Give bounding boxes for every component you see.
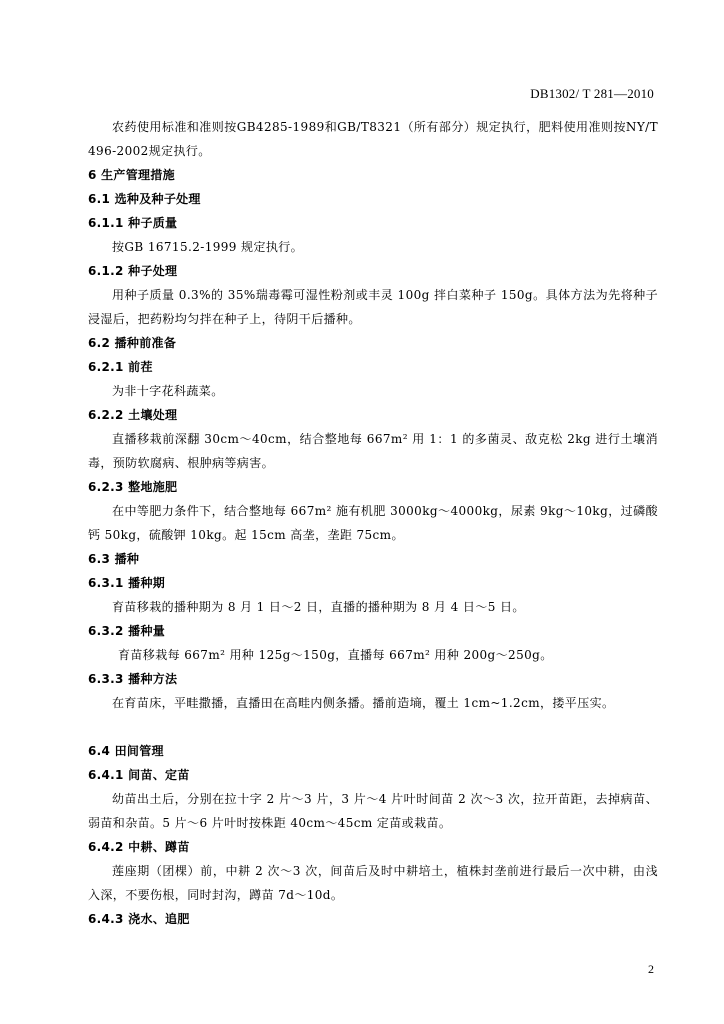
section-heading: 6.3.2 播种量 — [88, 624, 166, 638]
document-code: DB1302/ T 281—2010 — [530, 86, 654, 101]
body-paragraph: 按GB 16715.2-1999 规定执行。 — [112, 240, 304, 254]
body-paragraph: 用种子质量 0.3%的 35%瑞毒霉可湿性粉剂或丰灵 100g 拌白菜种子 150g。具体方法为先将种子浸湿后，把药粉均匀拌在种子上，待阴干后播种。 — [88, 288, 658, 326]
document-body — [88, 115, 658, 931]
section-heading: 6.4.3 浇水、追肥 — [88, 912, 190, 926]
body-paragraph: 莲座期（团棵）前，中耕 2 次～3 次，间苗后及时中耕培土，植株封垄前进行最后一次中耕，由浅入深，不要伤根，同时封沟，蹲苗 7d～10d。 — [88, 864, 658, 902]
body-paragraph: 为非十字花科蔬菜。 — [112, 384, 224, 398]
section-heading: 6.2.3 整地施肥 — [88, 480, 178, 494]
body-paragraph: 在育苗床，平畦撒播，直播田在高畦内侧条播。播前造墒，覆土 1cm~1.2cm，搂平压实。 — [112, 696, 615, 710]
body-paragraph: 农药使用标准和准则按GB4285-1989和GB/T8321（所有部分）规定执行，肥料使用准则按NY/T 496-2002规定执行。 — [88, 120, 658, 158]
section-heading: 6.1.1 种子质量 — [88, 216, 178, 230]
body-paragraph: 幼苗出土后，分别在拉十字 2 片～3 片，3 片～4 片叶时间苗 2 次～3 次，拉开苗距，去掉病苗、弱苗和杂苗。5 片～6 片叶时按株距 40cm～45cm 定苗或栽苗。 — [88, 792, 658, 830]
section-heading: 6.1.2 种子处理 — [88, 264, 178, 278]
section-heading: 6.3.1 播种期 — [88, 576, 166, 590]
section-heading: 6 生产管理措施 — [88, 168, 175, 182]
section-heading: 6.2 播种前准备 — [88, 336, 177, 350]
body-paragraph: 育苗移栽每 667m² 用种 125g～150g，直播每 667m² 用种 200g～250g。 — [118, 648, 553, 662]
section-heading: 6.1 选种及种子处理 — [88, 192, 201, 206]
section-heading: 6.3.3 播种方法 — [88, 672, 178, 686]
body-paragraph: 直播移栽前深翻 30cm～40cm，结合整地每 667m² 用 1：1 的多菌灵、敌克松 2kg 进行土壤消毒，预防软腐病、根肿病等病害。 — [88, 432, 658, 470]
body-paragraph: 在中等肥力条件下，结合整地每 667m² 施有机肥 3000kg～4000kg，尿素 9kg～10kg，过磷酸钙 50kg，硫酸钾 10kg。起 15cm 高垄，垄距 75cm。 — [88, 504, 658, 542]
section-heading: 6.4.1 间苗、定苗 — [88, 768, 190, 782]
section-heading: 6.2.2 土壤处理 — [88, 408, 178, 422]
body-paragraph: 育苗移栽的播种期为 8 月 1 日～2 日，直播的播种期为 8 月 4 日～5 日。 — [112, 600, 525, 614]
section-heading: 6.2.1 前茬 — [88, 360, 153, 374]
section-heading: 6.4 田间管理 — [88, 744, 164, 758]
section-heading: 6.3 播种 — [88, 552, 140, 566]
section-gap — [88, 715, 658, 739]
section-heading: 6.4.2 中耕、蹲苗 — [88, 840, 190, 854]
page-number: 2 — [648, 962, 654, 976]
